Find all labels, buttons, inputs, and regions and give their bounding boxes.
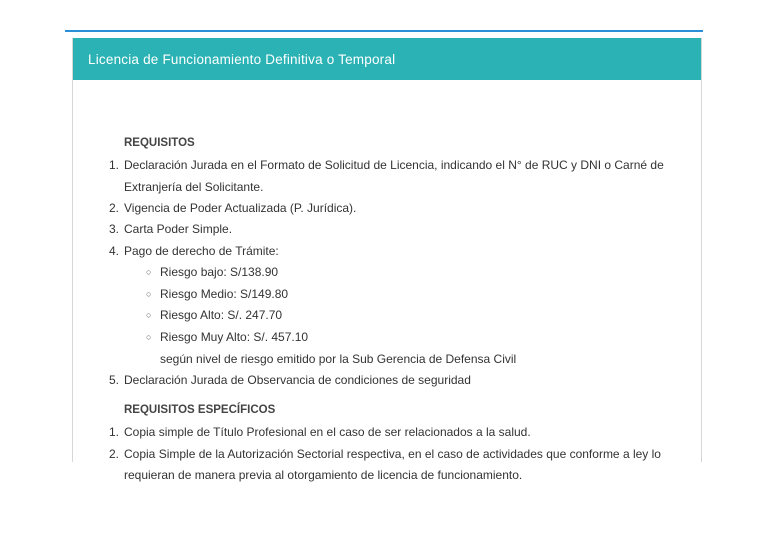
item-number: 2. (109, 447, 120, 461)
top-accent-line (65, 30, 703, 32)
fee-text: Riesgo Muy Alto: S/. 457.10 (160, 330, 309, 344)
circle-bullet-icon: ○ (146, 310, 152, 320)
item-text: Copia simple de Título Profesional en el caso de ser relacionados a la salud. (124, 425, 531, 439)
fee-text: Riesgo Medio: S/149.80 (160, 287, 289, 301)
item-number: 2. (109, 201, 120, 215)
item-number: 1. (109, 425, 120, 439)
panel-title: Licencia de Funcionamiento Definitiva o Temporal (88, 51, 396, 67)
requisitos-heading: REQUISITOS (124, 137, 195, 149)
item-text: Declaración Jurada en el Formato de Solicitud de Licencia, indicando el N° de RUC y DNI o Carné de (124, 158, 664, 172)
circle-bullet-icon: ○ (146, 267, 152, 277)
item-number: 4. (109, 244, 120, 258)
license-panel (72, 38, 702, 482)
especificos-heading: REQUISITOS ESPECÍFICOS (124, 404, 276, 416)
item-text-continued: Extranjería del Solicitante. (124, 180, 264, 194)
fee-note-text: según nivel de riesgo emitido por la Sub Gerencia de Defensa Civil (160, 352, 517, 366)
item-text: Copia Simple de la Autorización Sectorial respectiva, en el caso de actividades que conforme a ley lo (124, 447, 661, 461)
fee-text: Riesgo bajo: S/138.90 (160, 265, 279, 279)
item-text-continued: requieran de manera previa al otorgamiento de licencia de funcionamiento. (124, 468, 523, 482)
circle-bullet-icon: ○ (146, 332, 152, 342)
panel-header (73, 38, 701, 80)
item-text: Carta Poder Simple. (124, 222, 233, 236)
circle-bullet-icon: ○ (146, 289, 152, 299)
item-text: Vigencia de Poder Actualizada (P. Jurídica). (124, 201, 357, 215)
item-number: 5. (109, 373, 120, 387)
item-number: 1. (109, 158, 120, 172)
item-number: 3. (109, 222, 120, 236)
fee-text: Riesgo Alto: S/. 247.70 (160, 308, 283, 322)
item-text: Pago de derecho de Trámite: (124, 244, 279, 258)
item-text: Declaración Jurada de Observancia de condiciones de seguridad (124, 373, 471, 387)
